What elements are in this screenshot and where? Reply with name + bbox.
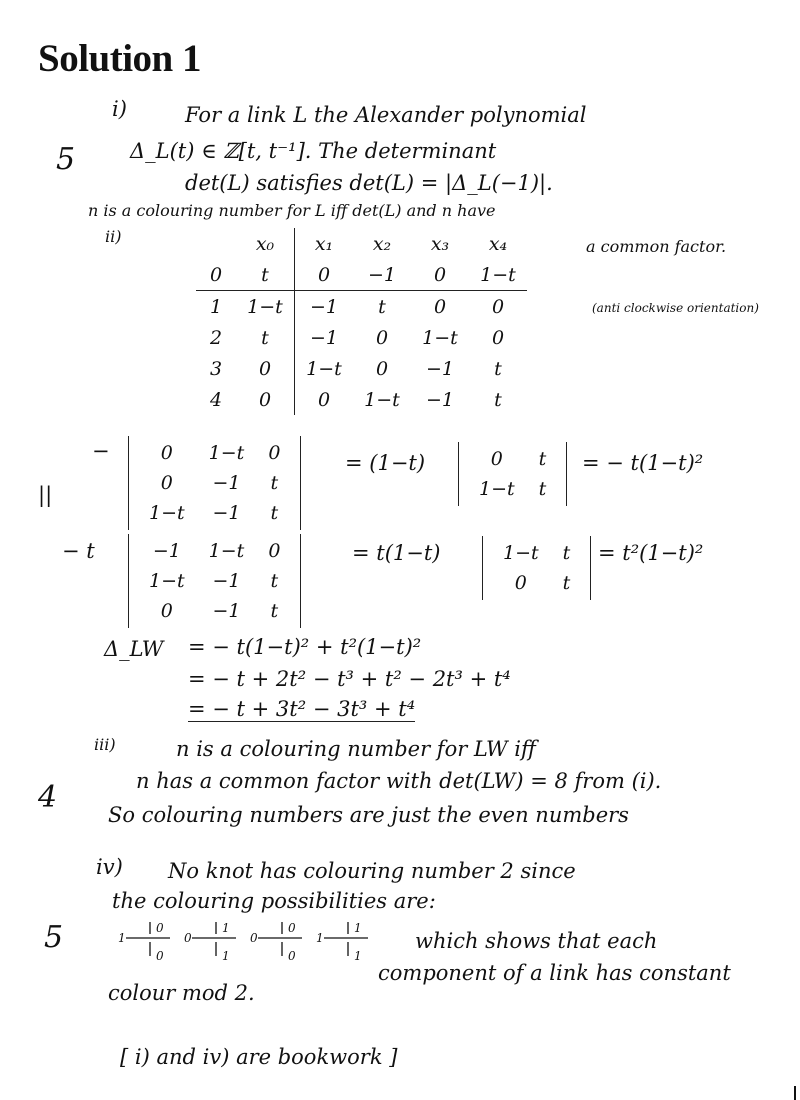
svg-text:1: 1 <box>222 921 230 935</box>
mark-part-iii: 4 <box>38 780 58 815</box>
det2-matrix <box>128 534 301 628</box>
header-cell: x₁ <box>314 232 334 255</box>
row-label: 4 <box>209 388 223 411</box>
delta-line2: = − t + 2t² − t³ + t² − 2t³ + t⁴ <box>188 667 511 691</box>
page-title: Solution 1 <box>38 37 201 80</box>
det1-side-mark: || <box>38 483 53 507</box>
matrix-cell: 0 <box>491 295 505 318</box>
part-i-line5: a common factor. <box>586 237 727 256</box>
matrix-cell: t <box>236 322 295 353</box>
svg-text:1: 1 <box>354 949 362 963</box>
part-i-line2: Δ_L(t) ∈ ℤ[t, t⁻¹]. The determinant <box>130 139 497 163</box>
colouring-matrix <box>196 228 527 415</box>
matrix-cell: −1 <box>425 357 454 380</box>
part-i-line4: n is a colouring number for L iff det(L) and n have <box>88 201 496 220</box>
matrix-cell: 0 <box>295 259 354 291</box>
matrix-cell: 0 <box>491 326 505 349</box>
det-cell: −1 <box>212 472 241 494</box>
matrix-cell: −1 <box>353 259 411 291</box>
det-cell: t <box>562 542 571 564</box>
det1-result: = − t(1−t)² <box>582 451 704 475</box>
delta-lhs: Δ_LW <box>104 637 164 661</box>
det-cell: 0 <box>490 448 503 470</box>
matrix-cell: t <box>236 259 295 291</box>
det-cell: −1 <box>212 570 241 592</box>
part-i-label: i) <box>112 97 127 121</box>
part-i-line3: det(L) satisfies det(L) = |Δ_L(−1)|. <box>185 171 553 195</box>
det2-minor <box>482 536 591 600</box>
det-cell: 0 <box>160 600 173 622</box>
part-iv-line5: colour mod 2. <box>108 981 255 1005</box>
header-cell: x₂ <box>372 232 392 255</box>
det-cell: 1−t <box>503 542 539 564</box>
det-cell: 1−t <box>479 478 515 500</box>
svg-text:1: 1 <box>118 931 126 945</box>
det-cell: 1−t <box>149 502 185 524</box>
det-cell: 0 <box>160 472 173 494</box>
svg-text:0: 0 <box>288 921 296 935</box>
det1-prefix: − <box>92 439 110 463</box>
det-cell: 0 <box>514 572 527 594</box>
colouring-diagrams <box>118 916 378 972</box>
svg-text:0: 0 <box>184 931 192 945</box>
page-edge-mark <box>794 1086 796 1100</box>
svg-text:1: 1 <box>316 931 324 945</box>
svg-text:1: 1 <box>222 949 230 963</box>
matrix-cell: −1 <box>309 295 338 318</box>
part-iii-line1: n is a colouring number for LW iff <box>176 737 536 761</box>
matrix-cell: 0 <box>433 295 447 318</box>
bookwork-note: [ i) and iv) are bookwork ] <box>120 1045 398 1069</box>
det-cell: t <box>538 448 547 470</box>
det-cell: −1 <box>152 540 181 562</box>
delta-line1: = − t(1−t)² + t²(1−t)² <box>188 635 422 659</box>
delta-line3: = − t + 3t² − 3t³ + t⁴ <box>188 697 416 721</box>
header-cell: x₃ <box>430 232 450 255</box>
matrix-cell: 1−t <box>422 326 458 349</box>
det1-matrix <box>128 436 301 530</box>
det1-eq: = (1−t) <box>345 451 426 475</box>
det2-prefix: − t <box>62 539 95 563</box>
matrix-cell: 0 <box>236 353 295 384</box>
det-cell: t <box>270 570 279 592</box>
matrix-cell: 0 <box>375 326 389 349</box>
svg-text:0: 0 <box>288 949 296 963</box>
row-label: 2 <box>209 326 223 349</box>
matrix-cell: 0 <box>411 259 469 291</box>
part-ii-label: ii) <box>105 227 122 246</box>
header-cell: x₀ <box>236 228 295 259</box>
det-cell: 1−t <box>208 442 245 464</box>
part-iv-label: iv) <box>96 855 123 879</box>
matrix-cell: 0 <box>236 384 295 415</box>
part-iv-line2: the colouring possibilities are: <box>112 889 436 913</box>
part-i-line1: For a link L the Alexander polynomial <box>185 103 587 127</box>
det-cell: −1 <box>212 600 241 622</box>
matrix-cell: 0 <box>317 388 331 411</box>
det-cell: t <box>270 600 279 622</box>
det2-result: = t²(1−t)² <box>598 541 704 565</box>
part-iv-line1: No knot has colouring number 2 since <box>168 859 576 883</box>
matrix-cell: 1−t <box>469 259 527 291</box>
matrix-cell: 1−t <box>236 291 295 323</box>
matrix-cell: t <box>494 357 502 380</box>
det-cell: −1 <box>212 502 241 524</box>
svg-text:0: 0 <box>156 921 164 935</box>
matrix-cell: −1 <box>425 388 454 411</box>
mark-part-iv: 5 <box>44 920 64 955</box>
det-cell: 0 <box>160 442 173 464</box>
matrix-cell: 1−t <box>306 357 342 380</box>
matrix-cell: −1 <box>309 326 338 349</box>
header-cell: x₄ <box>488 232 508 255</box>
matrix-cell: 1−t <box>364 388 400 411</box>
part-iii-line2: n has a common factor with det(LW) = 8 from (i). <box>136 769 662 793</box>
row-label: 0 <box>196 259 236 291</box>
header-cell <box>196 228 236 259</box>
svg-text:0: 0 <box>250 931 258 945</box>
part-iii-line3: So colouring numbers are just the even numbers <box>108 803 629 827</box>
svg-text:1: 1 <box>354 921 362 935</box>
det-cell: t <box>562 572 571 594</box>
det-cell: 1−t <box>208 540 245 562</box>
part-iv-line3: which shows that each <box>415 929 658 953</box>
det-cell: t <box>538 478 547 500</box>
det-cell: t <box>270 502 279 524</box>
orientation-note: (anti clockwise orientation) <box>592 301 759 315</box>
part-iv-line4: component of a link has constant <box>378 961 731 985</box>
matrix-cell: 0 <box>375 357 389 380</box>
row-label: 1 <box>209 295 223 318</box>
part-iii-label: iii) <box>94 735 116 754</box>
det2-eq: = t(1−t) <box>352 541 441 565</box>
det1-minor <box>458 442 567 506</box>
matrix-cell: t <box>378 295 386 318</box>
svg-text:0: 0 <box>156 949 164 963</box>
det-cell: 0 <box>268 540 281 562</box>
row-label: 3 <box>209 357 223 380</box>
det-cell: 0 <box>268 442 281 464</box>
mark-part-i: 5 <box>56 142 76 177</box>
det-cell: 1−t <box>149 570 185 592</box>
det-cell: t <box>270 472 279 494</box>
matrix-cell: t <box>494 388 502 411</box>
